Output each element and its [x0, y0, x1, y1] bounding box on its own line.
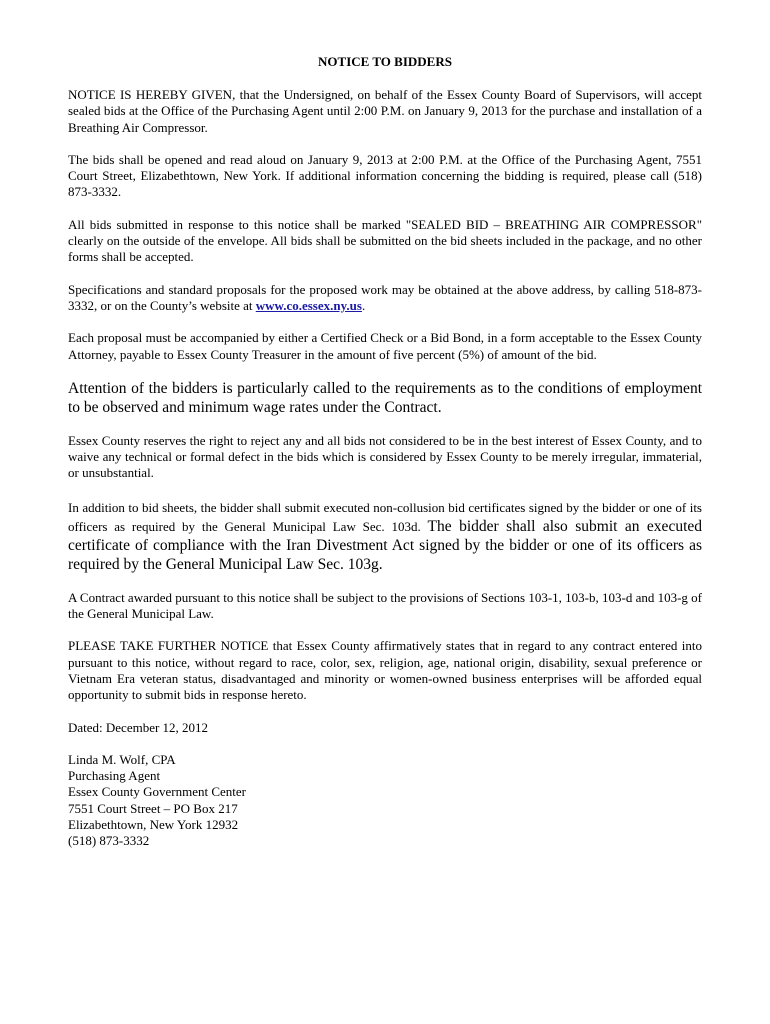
signer-title: Purchasing Agent	[68, 768, 161, 784]
county-website-link[interactable]: www.co.essex.ny.us	[255, 297, 362, 313]
paragraph-bid-opening: The bids shall be opened and read aloud on January 9, 2013 at 2:00 P.M. at the Office of the Purchasing Agent, 7551 Court Street, Elizabethtown, New York. If additional information concerning the bidding is required, please call (518) 873-3332.	[68, 151, 702, 200]
signature-block	[68, 752, 702, 850]
signer-street: 7551 Court Street – PO Box 217	[68, 800, 238, 816]
paragraph-reservation-of-rights: Essex County reserves the right to reject any and all bids not considered to be in the best interest of Essex County, and to waive any technical or formal defect in the bids which is considered by Essex County to be merely irregular, immaterial, or unsubstantial.	[68, 432, 702, 481]
signer-name: Linda M. Wolf, CPA	[68, 751, 176, 767]
paragraph-sealed-bid-marking: All bids submitted in response to this notice shall be marked "SEALED BID – BREATHING AIR COMPRESSOR" clearly on the outside of the envelope. All bids shall be submitted on the bid sheets included in the package, and no other forms shall be accepted.	[68, 216, 702, 265]
iran-divestment-text: The bidder shall also submit an executed certificate of compliance with the Iran Divestment Act signed by the bidder or one of its officers as required by the General Municipal Law Sec. 103g.	[68, 517, 703, 573]
specifications-text: Specifications and standard proposals for the proposed work may be obtained at the above address, by calling 518-873-3332, or on the County’s website at	[68, 281, 702, 313]
specifications-period: .	[361, 297, 366, 313]
paragraph-notice-given: NOTICE IS HEREBY GIVEN, that the Undersigned, on behalf of the Essex County Board of Supervisors, will accept sealed bids at the Office of the Purchasing Agent until 2:00 P.M. on January 9, 2013 for the purchase and installation of a Breathing Air Compressor.	[68, 87, 702, 135]
signer-phone: (518) 873-3332	[68, 833, 150, 849]
paragraph-employment-conditions: Attention of the bidders is particularly called to the requirements as to the conditions of employment to be observed and minimum wage rates under the Contract.	[68, 379, 702, 416]
paragraph-certificates	[68, 498, 702, 574]
paragraph-equal-opportunity: PLEASE TAKE FURTHER NOTICE that Essex County affirmatively states that in regard to any contract entered into pursuant to this notice, without regard to race, color, sex, religion, age, national origin, disability, sexual preference or Vietnam Era veteran status, disadvantaged and minority or women-owned business enterprises will be afforded equal opportunity to submit bids in response hereto.	[68, 638, 702, 703]
non-collusion-text: In addition to bid sheets, the bidder shall submit executed non-collusion bid certificates signed by the bidder or one of its officers as required by the General Municipal Law Sec. 103d.	[68, 499, 702, 534]
signer-city: Elizabethtown, New York 12932	[68, 817, 239, 833]
signer-organization: Essex County Government Center	[68, 784, 246, 800]
notice-document	[68, 54, 702, 850]
paragraph-contract-provisions: A Contract awarded pursuant to this notice shall be subject to the provisions of Sections 103-1, 103-b, 103-d and 103-g of the General Municipal Law.	[68, 589, 702, 622]
document-title: NOTICE TO BIDDERS	[318, 54, 452, 69]
dated-line: Dated: December 12, 2012	[68, 719, 209, 735]
paragraph-specifications	[68, 282, 702, 315]
paragraph-bid-security: Each proposal must be accompanied by either a Certified Check or a Bid Bond, in a form acceptable to the Essex County Attorney, payable to Essex County Treasurer in the amount of five percent (5%) of amount of the bid.	[68, 330, 702, 362]
